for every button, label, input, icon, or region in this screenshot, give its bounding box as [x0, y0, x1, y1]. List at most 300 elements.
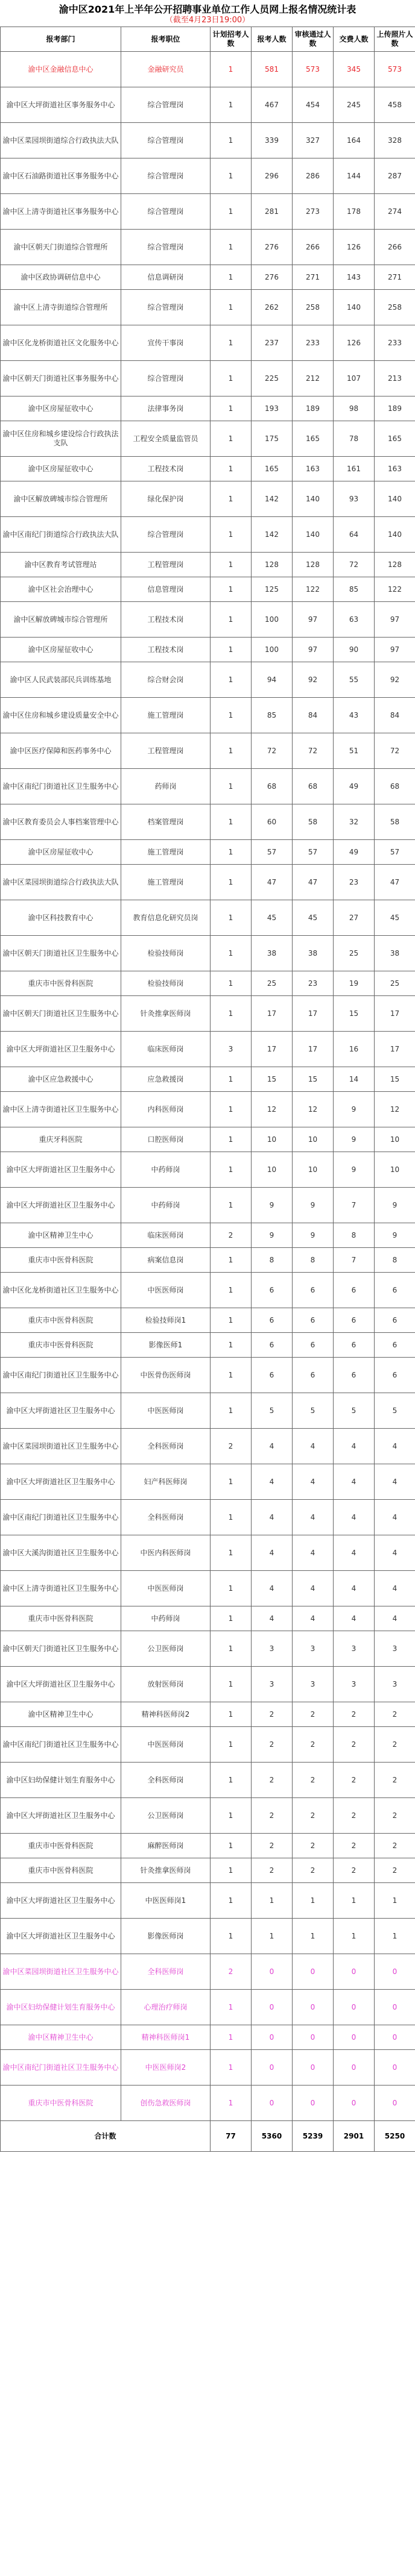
- cell-pass: 0: [293, 2086, 334, 2121]
- cell-plan: 2: [211, 1223, 252, 1248]
- cell-dept: 重庆市中医骨科医院: [1, 1308, 121, 1333]
- table-row: [1, 123, 415, 158]
- cell-apply: 17: [252, 996, 293, 1032]
- table-row: [1, 1571, 415, 1606]
- cell-apply: 47: [252, 865, 293, 900]
- cell-apply: 175: [252, 421, 293, 457]
- stats-table: [0, 27, 415, 2152]
- cell-pass: 17: [293, 996, 334, 1032]
- cell-apply: 276: [252, 265, 293, 290]
- cell-position: 信息调研岗: [121, 265, 211, 290]
- cell-photo: 92: [375, 662, 415, 698]
- cell-position: 口腔医师岗: [121, 1127, 211, 1152]
- cell-apply: 6: [252, 1358, 293, 1393]
- cell-pass: 57: [293, 840, 334, 865]
- table-row: [1, 290, 415, 325]
- cell-paid: 4: [334, 1606, 375, 1631]
- cell-apply: 100: [252, 602, 293, 638]
- cell-position: 临床医师岗: [121, 1223, 211, 1248]
- cell-plan: 1: [211, 230, 252, 265]
- cell-dept: 重庆市中医骨科医院: [1, 1248, 121, 1273]
- cell-paid: 43: [334, 698, 375, 733]
- table-row: [1, 230, 415, 265]
- cell-apply: 1: [252, 1919, 293, 1954]
- cell-pass: 45: [293, 900, 334, 936]
- cell-dept: 渝中区医疗保障和医药事务中心: [1, 733, 121, 769]
- table-row: [1, 1702, 415, 1727]
- cell-paid: 5: [334, 1393, 375, 1429]
- cell-apply: 165: [252, 457, 293, 481]
- cell-plan: 1: [211, 1631, 252, 1667]
- table-row: [1, 865, 415, 900]
- cell-paid: 23: [334, 865, 375, 900]
- table-row: [1, 1954, 415, 1990]
- table-row: [1, 1834, 415, 1858]
- header-plan: 计划招考人数: [211, 27, 252, 52]
- cell-dept: 渝中区房屋征收中心: [1, 638, 121, 662]
- cell-photo: 6: [375, 1333, 415, 1358]
- cell-photo: 3: [375, 1631, 415, 1667]
- cell-photo: 8: [375, 1248, 415, 1273]
- cell-pass: 6: [293, 1333, 334, 1358]
- cell-photo: 122: [375, 577, 415, 602]
- cell-photo: 3: [375, 1667, 415, 1702]
- cell-photo: 10: [375, 1152, 415, 1188]
- cell-position: 综合管理岗: [121, 158, 211, 194]
- cell-photo: 47: [375, 865, 415, 900]
- cell-paid: 4: [334, 1500, 375, 1535]
- cell-plan: 1: [211, 1500, 252, 1535]
- cell-plan: 1: [211, 638, 252, 662]
- table-row: [1, 1333, 415, 1358]
- cell-plan: 1: [211, 1919, 252, 1954]
- cell-photo: 6: [375, 1273, 415, 1308]
- cell-pass: 2: [293, 1702, 334, 1727]
- cell-plan: 1: [211, 481, 252, 517]
- cell-paid: 140: [334, 290, 375, 325]
- cell-apply: 0: [252, 2025, 293, 2050]
- table-row: [1, 936, 415, 971]
- cell-plan: 1: [211, 2025, 252, 2050]
- cell-dept: 渝中区房屋征收中心: [1, 457, 121, 481]
- cell-pass: 68: [293, 769, 334, 804]
- table-row: [1, 804, 415, 840]
- cell-dept: 重庆市中医骨科医院: [1, 1858, 121, 1883]
- cell-photo: 17: [375, 996, 415, 1032]
- cell-dept: 渝中区南纪门街道社区卫生服务中心: [1, 769, 121, 804]
- cell-apply: 5: [252, 1393, 293, 1429]
- cell-pass: 0: [293, 1990, 334, 2025]
- cell-plan: 1: [211, 1308, 252, 1333]
- table-row: [1, 1127, 415, 1152]
- cell-dept: 渝中区朝天门街道社区卫生服务中心: [1, 1631, 121, 1667]
- cell-pass: 10: [293, 1152, 334, 1188]
- cell-apply: 94: [252, 662, 293, 698]
- cell-apply: 45: [252, 900, 293, 936]
- cell-paid: 9: [334, 1127, 375, 1152]
- cell-position: 金融研究员: [121, 52, 211, 87]
- cell-position: 检验技师岗: [121, 936, 211, 971]
- cell-position: 中医医师岗: [121, 1727, 211, 1763]
- cell-plan: 1: [211, 158, 252, 194]
- cell-position: 综合管理岗: [121, 123, 211, 158]
- cell-plan: 1: [211, 900, 252, 936]
- cell-photo: 573: [375, 52, 415, 87]
- cell-apply: 281: [252, 194, 293, 230]
- cell-pass: 15: [293, 1067, 334, 1092]
- cell-photo: 0: [375, 2025, 415, 2050]
- table-row: [1, 87, 415, 123]
- cell-plan: 1: [211, 1333, 252, 1358]
- cell-pass: 5: [293, 1393, 334, 1429]
- cell-position: 综合财会岗: [121, 662, 211, 698]
- cell-apply: 8: [252, 1248, 293, 1273]
- cell-pass: 273: [293, 194, 334, 230]
- cell-pass: 58: [293, 804, 334, 840]
- cell-dept: 渝中区金融信息中心: [1, 52, 121, 87]
- cell-dept: 重庆市中医骨科医院: [1, 1834, 121, 1858]
- cell-plan: 2: [211, 1429, 252, 1464]
- cell-pass: 140: [293, 481, 334, 517]
- cell-pass: 3: [293, 1631, 334, 1667]
- cell-pass: 0: [293, 2025, 334, 2050]
- cell-position: 中药师岗: [121, 1152, 211, 1188]
- cell-plan: 1: [211, 1067, 252, 1092]
- cell-pass: 2: [293, 1727, 334, 1763]
- cell-apply: 0: [252, 2086, 293, 2121]
- cell-position: 法律事务岗: [121, 396, 211, 421]
- cell-plan: 1: [211, 421, 252, 457]
- cell-position: 综合管理岗: [121, 517, 211, 553]
- table-row: [1, 2025, 415, 2050]
- cell-dept: 渝中区大坪街道社区卫生服务中心: [1, 1883, 121, 1919]
- cell-pass: 286: [293, 158, 334, 194]
- total-paid: 2901: [334, 2121, 375, 2152]
- cell-position: 内科医师岗: [121, 1092, 211, 1127]
- cell-photo: 140: [375, 517, 415, 553]
- cell-dept: 重庆市中医骨科医院: [1, 1606, 121, 1631]
- table-row: [1, 1248, 415, 1273]
- cell-pass: 92: [293, 662, 334, 698]
- cell-photo: 0: [375, 2086, 415, 2121]
- cell-plan: 1: [211, 1667, 252, 1702]
- cell-pass: 4: [293, 1429, 334, 1464]
- cell-photo: 0: [375, 2050, 415, 2086]
- cell-photo: 10: [375, 1127, 415, 1152]
- cell-apply: 38: [252, 936, 293, 971]
- table-row: [1, 481, 415, 517]
- cell-apply: 142: [252, 481, 293, 517]
- table-row: [1, 158, 415, 194]
- table-row: [1, 421, 415, 457]
- cell-plan: 1: [211, 769, 252, 804]
- cell-dept: 渝中区大坪街道社区卫生服务中心: [1, 1798, 121, 1834]
- cell-apply: 2: [252, 1763, 293, 1798]
- cell-plan: 1: [211, 325, 252, 361]
- cell-position: 中药师岗: [121, 1606, 211, 1631]
- cell-position: 妇产科医师岗: [121, 1464, 211, 1500]
- cell-paid: 27: [334, 900, 375, 936]
- cell-apply: 4: [252, 1535, 293, 1571]
- cell-position: 创伤急救医师岗: [121, 2086, 211, 2121]
- cell-apply: 3: [252, 1667, 293, 1702]
- table-row: [1, 1883, 415, 1919]
- cell-pass: 4: [293, 1464, 334, 1500]
- cell-plan: 1: [211, 698, 252, 733]
- cell-pass: 2: [293, 1763, 334, 1798]
- cell-pass: 2: [293, 1798, 334, 1834]
- cell-plan: 1: [211, 553, 252, 577]
- cell-position: 施工管理岗: [121, 865, 211, 900]
- cell-position: 绿化保护岗: [121, 481, 211, 517]
- cell-position: 档案管理岗: [121, 804, 211, 840]
- cell-plan: 1: [211, 123, 252, 158]
- cell-photo: 4: [375, 1464, 415, 1500]
- cell-photo: 140: [375, 481, 415, 517]
- cell-position: 影像医师岗: [121, 1919, 211, 1954]
- cell-position: 公卫医师岗: [121, 1631, 211, 1667]
- cell-photo: 2: [375, 1727, 415, 1763]
- cell-apply: 17: [252, 1032, 293, 1067]
- cell-paid: 25: [334, 936, 375, 971]
- cell-paid: 72: [334, 553, 375, 577]
- cell-dept: 渝中区解放碑城市综合管理所: [1, 481, 121, 517]
- table-row: [1, 662, 415, 698]
- cell-position: 工程技术岗: [121, 457, 211, 481]
- cell-plan: 3: [211, 1032, 252, 1067]
- cell-apply: 262: [252, 290, 293, 325]
- cell-paid: 9: [334, 1092, 375, 1127]
- cell-pass: 165: [293, 421, 334, 457]
- cell-pass: 8: [293, 1248, 334, 1273]
- total-row: [1, 2121, 415, 2152]
- cell-apply: 4: [252, 1571, 293, 1606]
- cell-photo: 4: [375, 1429, 415, 1464]
- cell-dept: 渝中区菜园坝街道社区卫生服务中心: [1, 1429, 121, 1464]
- cell-paid: 2: [334, 1763, 375, 1798]
- cell-plan: 1: [211, 1393, 252, 1429]
- table-row: [1, 517, 415, 553]
- cell-dept: 渝中区南纪门街道综合行政执法大队: [1, 517, 121, 553]
- cell-paid: 2: [334, 1727, 375, 1763]
- cell-photo: 165: [375, 421, 415, 457]
- cell-position: 全科医师岗: [121, 1954, 211, 1990]
- cell-pass: 573: [293, 52, 334, 87]
- cell-plan: 1: [211, 840, 252, 865]
- table-row: [1, 1188, 415, 1223]
- cell-apply: 72: [252, 733, 293, 769]
- cell-photo: 5: [375, 1393, 415, 1429]
- cell-paid: 2: [334, 1798, 375, 1834]
- cell-paid: 126: [334, 230, 375, 265]
- cell-position: 工程管理岗: [121, 553, 211, 577]
- cell-pass: 128: [293, 553, 334, 577]
- header-position: 报考职位: [121, 27, 211, 52]
- cell-position: 中医骨伤医师岗: [121, 1358, 211, 1393]
- cell-paid: 107: [334, 361, 375, 396]
- total-plan: 77: [211, 2121, 252, 2152]
- cell-dept: 渝中区住房和城乡建设质量安全中心: [1, 698, 121, 733]
- cell-paid: 55: [334, 662, 375, 698]
- cell-pass: 189: [293, 396, 334, 421]
- cell-position: 中医医师岗1: [121, 1883, 211, 1919]
- cell-paid: 51: [334, 733, 375, 769]
- table-row: [1, 1858, 415, 1883]
- cell-pass: 97: [293, 602, 334, 638]
- table-row: [1, 840, 415, 865]
- cell-position: 综合管理岗: [121, 230, 211, 265]
- cell-paid: 4: [334, 1464, 375, 1500]
- cell-pass: 4: [293, 1500, 334, 1535]
- cell-apply: 6: [252, 1273, 293, 1308]
- cell-pass: 271: [293, 265, 334, 290]
- cell-plan: 1: [211, 1858, 252, 1883]
- cell-apply: 0: [252, 2050, 293, 2086]
- cell-photo: 57: [375, 840, 415, 865]
- cell-position: 精神科医师岗2: [121, 1702, 211, 1727]
- cell-position: 综合管理岗: [121, 361, 211, 396]
- table-row: [1, 577, 415, 602]
- cell-paid: 1: [334, 1919, 375, 1954]
- cell-photo: 189: [375, 396, 415, 421]
- cell-position: 工程安全质量监管员: [121, 421, 211, 457]
- cell-photo: 163: [375, 457, 415, 481]
- cell-pass: 2: [293, 1834, 334, 1858]
- cell-dept: 渝中区社会治理中心: [1, 577, 121, 602]
- cell-dept: 渝中区大坪街道社区事务服务中心: [1, 87, 121, 123]
- cell-apply: 339: [252, 123, 293, 158]
- cell-apply: 581: [252, 52, 293, 87]
- cell-plan: 1: [211, 971, 252, 996]
- cell-apply: 9: [252, 1223, 293, 1248]
- cell-paid: 7: [334, 1248, 375, 1273]
- cell-pass: 0: [293, 1954, 334, 1990]
- cell-dept: 渝中区大坪街道社区卫生服务中心: [1, 1464, 121, 1500]
- cell-position: 综合管理岗: [121, 194, 211, 230]
- cell-dept: 重庆市中医骨科医院: [1, 2086, 121, 2121]
- cell-apply: 60: [252, 804, 293, 840]
- cell-photo: 1: [375, 1919, 415, 1954]
- cell-dept: 渝中区化龙桥街道社区文化服务中心: [1, 325, 121, 361]
- table-row: [1, 52, 415, 87]
- cell-dept: 渝中区住房和城乡建设综合行政执法支队: [1, 421, 121, 457]
- cell-photo: 2: [375, 1834, 415, 1858]
- table-row: [1, 1152, 415, 1188]
- cell-plan: 1: [211, 2086, 252, 2121]
- cell-pass: 10: [293, 1127, 334, 1152]
- cell-dept: 渝中区科技教育中心: [1, 900, 121, 936]
- cell-photo: 0: [375, 1990, 415, 2025]
- table-row: [1, 996, 415, 1032]
- cell-position: 精神科医师岗1: [121, 2025, 211, 2050]
- cell-apply: 2: [252, 1834, 293, 1858]
- cell-dept: 重庆市中医骨科医院: [1, 1333, 121, 1358]
- cell-apply: 6: [252, 1308, 293, 1333]
- cell-position: 工程技术岗: [121, 602, 211, 638]
- cell-paid: 4: [334, 1429, 375, 1464]
- table-row: [1, 1727, 415, 1763]
- cell-photo: 6: [375, 1358, 415, 1393]
- cell-dept: 渝中区精神卫生中心: [1, 2025, 121, 2050]
- cell-pass: 2: [293, 1858, 334, 1883]
- cell-position: 针灸推拿医师岗: [121, 1858, 211, 1883]
- cell-paid: 164: [334, 123, 375, 158]
- cell-paid: 1: [334, 1883, 375, 1919]
- table-row: [1, 1500, 415, 1535]
- cell-plan: 1: [211, 194, 252, 230]
- cell-plan: 2: [211, 1954, 252, 1990]
- cell-plan: 1: [211, 2050, 252, 2086]
- cell-photo: 4: [375, 1571, 415, 1606]
- cell-pass: 97: [293, 638, 334, 662]
- cell-position: 病案信息岗: [121, 1248, 211, 1273]
- cell-dept: 渝中区大坪街道社区卫生服务中心: [1, 1393, 121, 1429]
- cell-paid: 2: [334, 1858, 375, 1883]
- cell-paid: 0: [334, 2086, 375, 2121]
- cell-position: 心理治疗师岗: [121, 1990, 211, 2025]
- cell-paid: 2: [334, 1702, 375, 1727]
- cell-dept: 渝中区菜园坝街道社区卫生服务中心: [1, 1954, 121, 1990]
- cell-apply: 2: [252, 1727, 293, 1763]
- cell-dept: 渝中区妇幼保健计划生育服务中心: [1, 1763, 121, 1798]
- cell-dept: 渝中区精神卫生中心: [1, 1702, 121, 1727]
- cell-position: 麻醉医师岗: [121, 1834, 211, 1858]
- table-row: [1, 1223, 415, 1248]
- cell-plan: 1: [211, 1188, 252, 1223]
- title-block: [0, 0, 415, 27]
- cell-pass: 4: [293, 1571, 334, 1606]
- cell-dept: 渝中区教育委员会人事档案管理中心: [1, 804, 121, 840]
- cell-dept: 渝中区政协调研信息中心: [1, 265, 121, 290]
- cell-paid: 3: [334, 1667, 375, 1702]
- cell-pass: 6: [293, 1308, 334, 1333]
- header-row: [1, 27, 415, 52]
- cell-apply: 4: [252, 1429, 293, 1464]
- cell-position: 影像医师1: [121, 1333, 211, 1358]
- cell-photo: 9: [375, 1223, 415, 1248]
- cell-apply: 276: [252, 230, 293, 265]
- cell-position: 中医医师岗: [121, 1571, 211, 1606]
- cell-plan: 1: [211, 804, 252, 840]
- cell-paid: 0: [334, 1954, 375, 1990]
- cell-paid: 3: [334, 1631, 375, 1667]
- cell-plan: 1: [211, 1464, 252, 1500]
- cell-photo: 1: [375, 1883, 415, 1919]
- cell-pass: 1: [293, 1919, 334, 1954]
- cell-pass: 266: [293, 230, 334, 265]
- cell-pass: 17: [293, 1032, 334, 1067]
- cell-pass: 23: [293, 971, 334, 996]
- cell-plan: 1: [211, 290, 252, 325]
- cell-plan: 1: [211, 396, 252, 421]
- table-row: [1, 2050, 415, 2086]
- cell-pass: 9: [293, 1223, 334, 1248]
- cell-position: 应急救援岗: [121, 1067, 211, 1092]
- cell-position: 全科医师岗: [121, 1763, 211, 1798]
- cell-position: 药师岗: [121, 769, 211, 804]
- cell-pass: 9: [293, 1188, 334, 1223]
- cell-dept: 渝中区应急救援中心: [1, 1067, 121, 1092]
- cell-pass: 6: [293, 1358, 334, 1393]
- cell-paid: 4: [334, 1535, 375, 1571]
- cell-pass: 140: [293, 517, 334, 553]
- table-row: [1, 733, 415, 769]
- cell-apply: 467: [252, 87, 293, 123]
- cell-position: 宣传干事岗: [121, 325, 211, 361]
- page-title: 渝中区2021年上半年公开招聘事业单位工作人员网上报名情况统计表: [59, 4, 356, 15]
- cell-photo: 287: [375, 158, 415, 194]
- table-row: [1, 1763, 415, 1798]
